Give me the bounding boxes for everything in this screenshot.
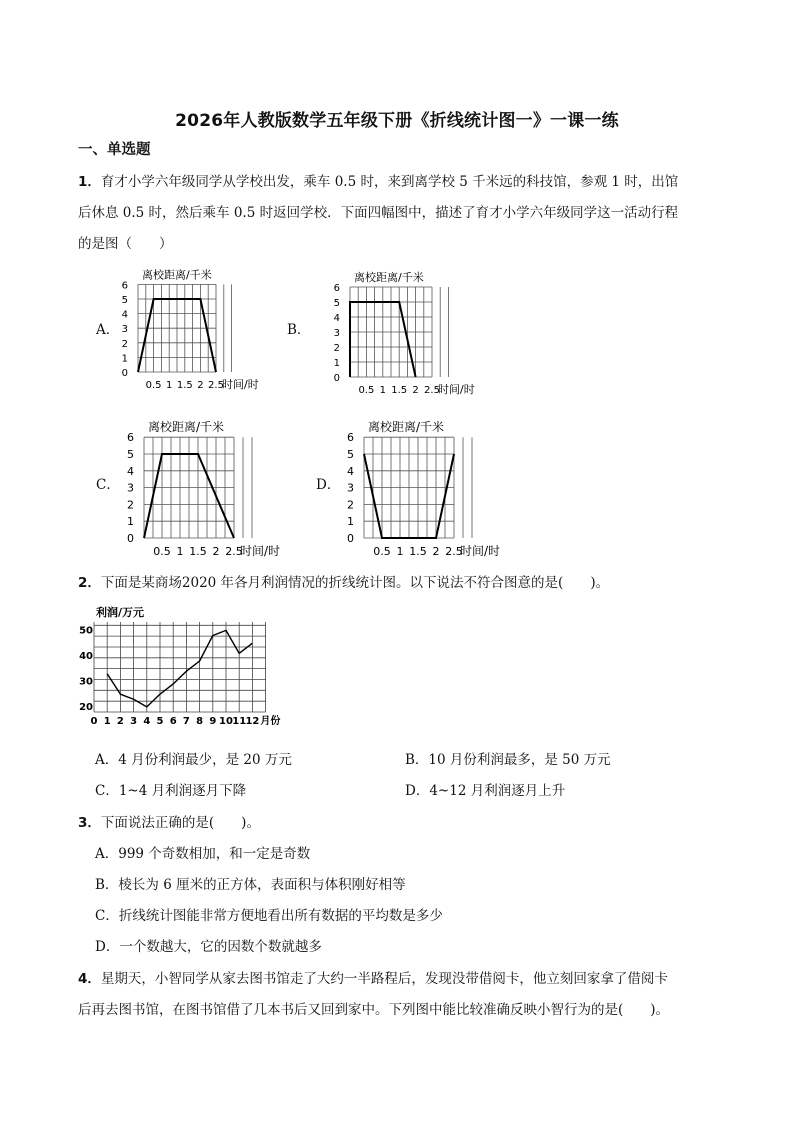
y-tick-label: 0 (333, 373, 340, 384)
q2-line (78, 571, 609, 591)
y-tick-label: 1 (347, 515, 354, 529)
q2-option-d: D．4~12 月利润逐月上升 (405, 783, 566, 799)
q4-number: 4． (78, 971, 101, 987)
q3-text: 下面说法正确的是( )。 (100, 815, 260, 831)
x-tick-label: 5 (156, 716, 164, 727)
x-tick-label: 1.5 (189, 545, 207, 558)
y-tick-label: 6 (121, 280, 128, 292)
q3-option-b: B．棱长为 6 厘米的正方体，表面积与体积刚好相等 (95, 877, 406, 893)
x-tick-label: 2 (212, 545, 220, 558)
x-tick-label: 2 (412, 385, 419, 396)
y-tick-label: 5 (333, 298, 340, 309)
x-tick-label: 1.5 (176, 380, 193, 391)
y-tick-label: 3 (127, 481, 134, 495)
q1-line1 (78, 170, 678, 190)
x-tick-label: 1 (396, 545, 404, 558)
y-tick-label: 1 (333, 358, 340, 369)
x-axis-label: 时间/时 (460, 544, 501, 558)
x-tick-label: 10 (219, 716, 233, 727)
y-tick-label: 4 (333, 313, 340, 324)
x-axis-label: 月份 (260, 716, 281, 727)
y-tick-label: 20 (79, 701, 93, 713)
y-tick-label: 2 (333, 343, 340, 354)
x-tick-label: 0.5 (373, 545, 391, 558)
x-tick-label: 0.5 (358, 385, 375, 396)
y-tick-label: 2 (127, 498, 134, 512)
q1-graph-b (306, 254, 496, 394)
y-tick-label: 3 (333, 328, 340, 339)
q3-option-d: D．一个数越大，它的因数个数就越多 (95, 939, 322, 955)
y-tick-label: 30 (79, 676, 93, 688)
y-tick-label: 50 (79, 625, 93, 637)
q3-line (78, 811, 260, 831)
y-tick-label: 0 (347, 532, 354, 545)
q2-text: 下面是某商场2020 年各月利润情况的折线统计图。以下说法不符合图意的是( )。 (100, 575, 610, 591)
y-tick-label: 5 (127, 448, 134, 461)
y-tick-label: 1 (127, 515, 134, 529)
section-heading: 一、单选题 (78, 142, 151, 158)
x-tick-label: 7 (182, 716, 190, 727)
q3-option-a: A．999 个奇数相加，和一定是奇数 (95, 846, 311, 862)
x-tick-label: 2.5 (445, 545, 463, 558)
page-title: 2026年人教版数学五年级下册《折线统计图一》一课一练 (175, 111, 619, 131)
y-axis-label: 离校距离/千米 (148, 420, 225, 435)
y-tick-label: 0 (127, 532, 134, 545)
x-tick-label: 6 (169, 716, 177, 727)
x-tick-label: 1 (103, 716, 111, 727)
x-tick-label: 2 (116, 716, 124, 727)
y-tick-label: 6 (347, 431, 354, 445)
y-axis-label: 离校距离/千米 (368, 420, 445, 435)
q1-option-b-label: B． (287, 322, 311, 338)
x-tick-label: 2.5 (208, 380, 224, 391)
q1-text-1: 育才小学六年级同学从学校出发，乘车 0.5 时，来到离学校 5 千米远的科技馆，参观 1 时，出馆 (100, 174, 679, 190)
q4-text-1: 星期天，小智同学从家去图书馆走了大约一半路程后，发现没带借阅卡，他立刻回家拿了借阅卡 (100, 971, 668, 987)
q2-number: 2． (78, 575, 101, 591)
x-tick-label: 8 (196, 716, 204, 727)
y-axis-label: 离校距离/千米 (354, 271, 424, 284)
q1-number: 1． (78, 174, 101, 190)
q4-line1 (78, 967, 668, 987)
x-tick-label: 11 (232, 716, 247, 727)
q1-line3: 的是图（ ） (78, 236, 173, 252)
x-tick-label: 2.5 (424, 385, 440, 396)
q1-option-a-label: A． (96, 322, 120, 338)
y-tick-label: 5 (347, 448, 354, 461)
q1-graph-a (118, 254, 298, 394)
q1-option-d-label: D． (316, 477, 341, 493)
y-tick-label: 2 (121, 338, 128, 350)
y-tick-label: 4 (121, 309, 128, 321)
q1-option-c-label: C． (96, 477, 120, 493)
q2-option-b: B．10 月份利润最多，是 50 万元 (405, 752, 611, 768)
q2-option-a: A．4 月份利润最少，是 20 万元 (95, 752, 292, 768)
y-tick-label: 6 (127, 431, 134, 445)
q1-line2: 后休息 0.5 时，然后乘车 0.5 时返回学校．下面四幅图中，描述了育才小学六年级同学这一活动行程 (78, 205, 679, 221)
q2-option-c: C．1~4 月利润逐月下降 (95, 783, 247, 799)
q1-graph-c (118, 404, 318, 564)
y-tick-label: 4 (347, 464, 354, 478)
x-axis-label: 时间/时 (438, 383, 475, 396)
x-tick-label: 1.5 (391, 385, 408, 396)
q1-graph-d (338, 404, 548, 564)
x-tick-label: 0.5 (145, 380, 162, 391)
x-tick-label: 1 (176, 545, 184, 558)
x-tick-label: 1 (379, 385, 386, 396)
x-tick-label: 3 (130, 716, 138, 727)
y-tick-label: 1 (121, 353, 128, 365)
y-tick-label: 3 (121, 324, 128, 336)
y-tick-label: 40 (79, 650, 93, 662)
y-tick-label: 3 (347, 481, 354, 495)
y-tick-label: 2 (347, 498, 354, 512)
y-tick-label: 4 (127, 464, 134, 478)
x-tick-label: 1.5 (409, 545, 427, 558)
x-tick-label: 2.5 (225, 545, 243, 558)
x-tick-label: 2 (432, 545, 440, 558)
q4-line2: 后再去图书馆，在图书馆借了几本书后又回到家中。下列图中能比较准确反映小智行为的是( )。 (78, 1002, 670, 1018)
q2-profit-chart (79, 602, 286, 730)
y-axis-label: 利润/万元 (96, 606, 145, 619)
y-tick-label: 5 (121, 295, 128, 306)
x-tick-label: 12 (245, 716, 260, 727)
x-axis-label: 时间/时 (240, 544, 281, 558)
y-axis-label: 离校距离/千米 (142, 268, 212, 282)
x-tick-label: 9 (209, 716, 217, 727)
q3-number: 3． (78, 815, 101, 831)
x-tick-label: 2 (197, 380, 204, 391)
y-tick-label: 0 (121, 368, 128, 379)
y-tick-label: 6 (333, 283, 340, 294)
x-tick-label: 4 (143, 716, 151, 727)
x-axis-label: 时间/时 (222, 378, 259, 391)
x-tick-label: 0.5 (153, 545, 171, 558)
x-tick-label: 1 (166, 380, 173, 391)
q3-option-c: C．折线统计图能非常方便地看出所有数据的平均数是多少 (95, 908, 443, 924)
x-tick-label: 0 (90, 716, 98, 727)
